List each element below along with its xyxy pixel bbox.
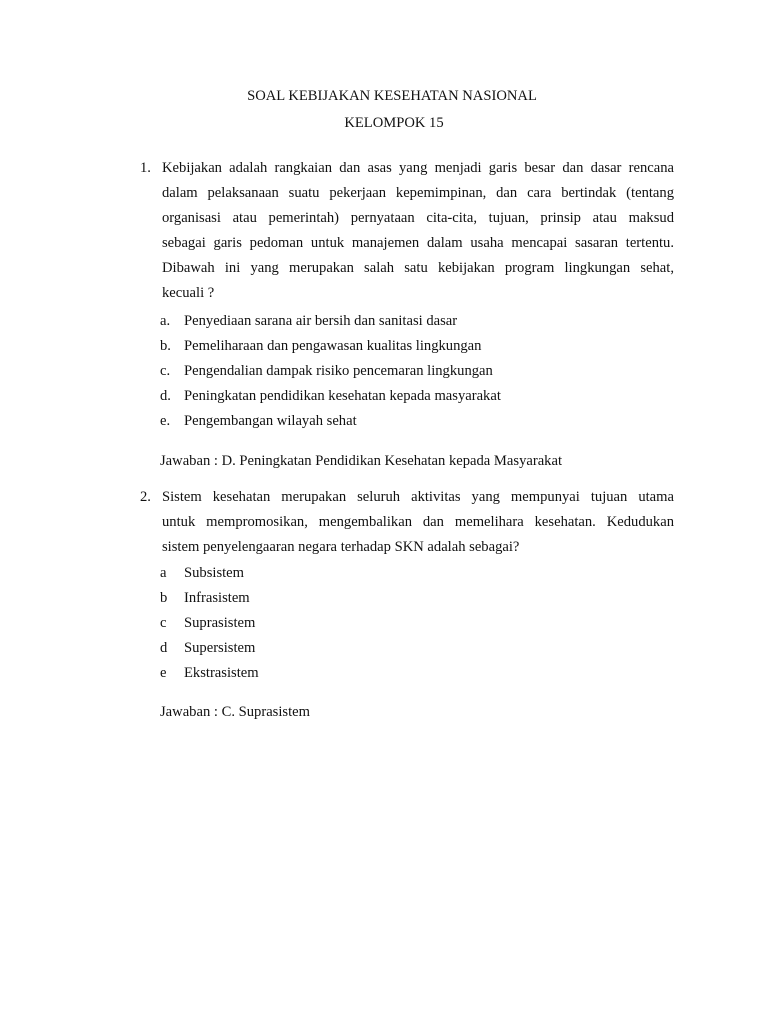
option-text: Penyediaan sarana air bersih dan sanitasi dasar [184,313,458,329]
answer-option [160,334,481,359]
question-line: Dibawah ini yang merupakan salah satu kebijakan program lingkungan sehat, [162,260,674,276]
option-letter: c. [160,363,171,379]
option-text: Peningkatan pendidikan kesehatan kepada masyarakat [184,388,501,404]
option-letter: b. [160,338,171,354]
answer-option [160,611,255,636]
answer-option [160,384,501,409]
option-text: Infrasistem [184,590,250,606]
question-line: sebagai garis pedoman untuk manajemen dalam usaha mencapai sasaran tertentu. [162,235,674,251]
question-text [162,156,674,306]
option-letter: e [160,665,167,681]
question-line: Kebijakan adalah rangkaian dan asas yang menjadi garis besar dan dasar rencana [162,160,674,176]
answer-option [160,409,357,434]
answer-key: Jawaban : C. Suprasistem [160,704,310,720]
option-letter: a [160,565,167,581]
option-letter: c [160,615,167,631]
option-text: Pengembangan wilayah sehat [184,413,357,429]
option-letter: d. [160,388,171,404]
answer-option [160,561,244,586]
question-text [162,485,674,560]
option-text: Supersistem [184,640,256,656]
document-subtitle: KELOMPOK 15 [344,115,444,131]
question-number: 1. [140,160,151,176]
question-line: untuk mempromosikan, mengembalikan dan memelihara kesehatan. Kedudukan [162,514,674,530]
option-letter: e. [160,413,171,429]
answer-option [160,309,457,334]
question-line: dalam pelaksanaan suatu pekerjaan kepemimpinan, dan cara bertindak (tentang [162,185,674,201]
option-letter: a. [160,313,171,329]
question-line: sistem penyelengaaran negara terhadap SKN adalah sebagai? [162,539,520,555]
option-text: Ekstrasistem [184,665,259,681]
question-line: Sistem kesehatan merupakan seluruh aktivitas yang mempunyai tujuan utama [162,489,674,505]
answer-key: Jawaban : D. Peningkatan Pendidikan Kesehatan kepada Masyarakat [160,453,563,469]
answer-option [160,586,250,611]
option-text: Pengendalian dampak risiko pencemaran lingkungan [184,363,493,379]
answer-option [160,636,255,661]
question-number: 2. [140,489,151,505]
document-title: SOAL KEBIJAKAN KESEHATAN NASIONAL [247,88,537,104]
answer-option [160,359,493,384]
question-line: kecuali ? [162,285,215,301]
option-letter: d [160,640,168,656]
option-letter: b [160,590,168,606]
option-text: Pemeliharaan dan pengawasan kualitas lingkungan [184,338,482,354]
question-line: organisasi atau pemerintah) pernyataan cita-cita, tujuan, prinsip atau maksud [162,210,674,226]
option-text: Subsistem [184,565,245,581]
answer-option [160,661,259,686]
option-text: Suprasistem [184,615,256,631]
